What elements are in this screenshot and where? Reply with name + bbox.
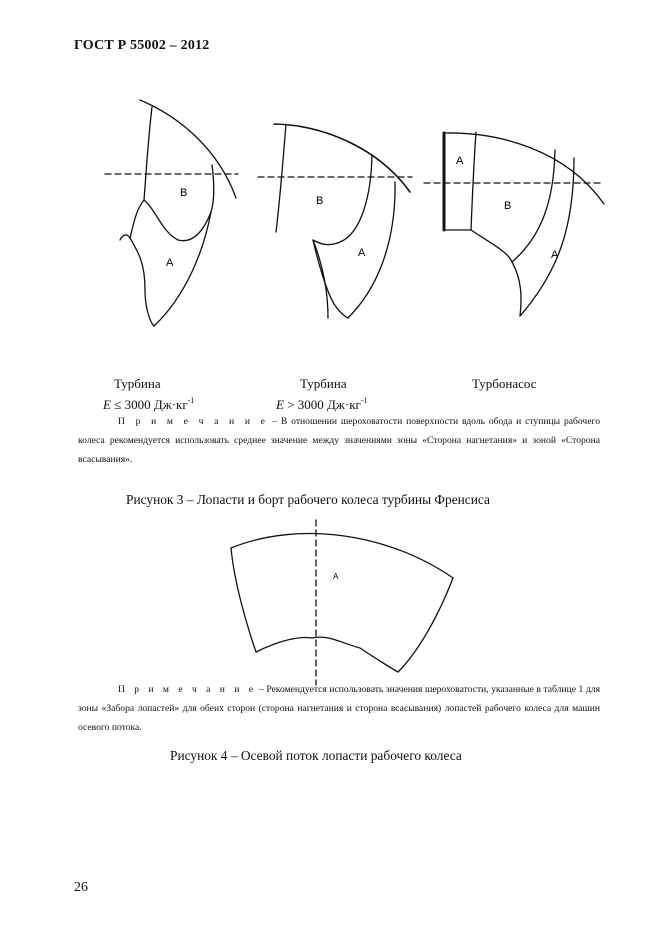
figure-4-caption: Рисунок 4 – Осевой поток лопасти рабочего колеса	[170, 748, 462, 763]
figure-3-panel-2-condition-exponent: -1	[360, 396, 368, 405]
figure-4-note	[78, 680, 600, 737]
figure-3-note-prefix: П р и м е ч а н и е	[118, 416, 269, 427]
figure-3-panel-2-zone-a: A	[358, 247, 366, 259]
figure-3-panel-3-zone-a-upper: A	[456, 155, 464, 167]
figure-3-panel-2-diagram	[258, 124, 412, 318]
figure-3-panel-3-title: Турбонасос	[472, 376, 537, 391]
figure-3-note	[78, 412, 600, 469]
figure-3-panel-1-zone-a: A	[166, 257, 174, 269]
figure-3-panel-1-condition-exponent: -1	[187, 396, 195, 405]
figure-4-note-text: – Рекомендуется использовать значения шероховатости, указанные в таблице 1 для зоны «Забора лопастей» для обеих сторон (сторона нагнетания и сторона всасывания) лопастей рабочего колеса для машин осевого потока.	[78, 684, 600, 733]
figure-3-panel-2-title: Турбина	[300, 376, 347, 391]
figure-3-panel-3-zone-a-lower: A	[551, 249, 559, 261]
document-header: ГОСТ Р 55002 – 2012	[74, 38, 210, 53]
figure-3-panel-2-zone-b: B	[316, 195, 324, 207]
figure-3-panel-1-condition-variable: E	[103, 397, 111, 412]
figure-4-diagram	[231, 520, 453, 685]
page-number: 26	[74, 880, 88, 895]
figure-3-panel-1-diagram	[105, 100, 238, 326]
figure-3-panel-2-condition-variable: E	[276, 397, 284, 412]
figure-3-panel-2-condition	[276, 396, 368, 413]
figure-4-note-prefix: П р и м е ч а н и е	[118, 684, 257, 695]
figure-3-note-text: – В отношении шероховатости поверхности вдоль обода и ступицы рабочего колеса рекомендуется использовать среднее значение между значениями зоны «Сторона нагнетания» и зоной «Сторона всасывания».	[78, 416, 601, 465]
figure-3-panel-2-condition-value: > 3000 Дж·кг	[287, 397, 361, 412]
figure-3-panel-1-zone-b: B	[180, 187, 188, 199]
figure-3-panel-3-zone-b: B	[504, 200, 512, 212]
figure-4-zone-a: A	[333, 572, 339, 581]
figure-3-caption: Рисунок 3 – Лопасти и борт рабочего колеса турбины Френсиса	[126, 492, 490, 507]
figure-3-panel-1-title: Турбина	[114, 376, 161, 391]
figure-3-panel-3-diagram	[424, 132, 604, 316]
figure-3-panel-1-condition	[103, 396, 194, 413]
figure-3-panel-1-condition-value: ≤ 3000 Дж·кг	[114, 397, 188, 412]
